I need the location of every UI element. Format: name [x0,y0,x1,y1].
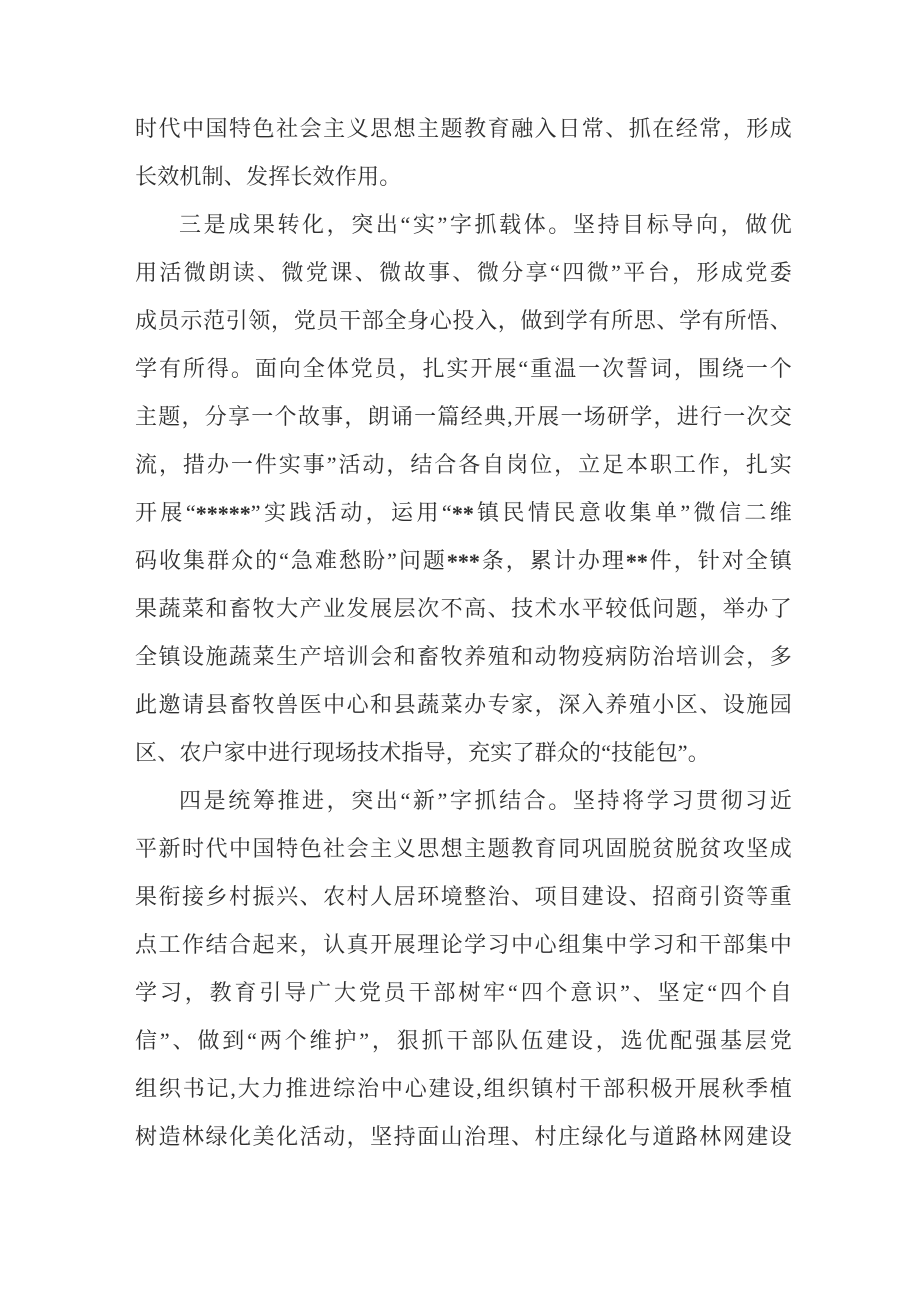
text-line: 区、农户家中进行现场技术指导，充实了群众的“技能包”。 [135,740,710,765]
text-line: 点工作结合起来，认真开展理论学习中心组集中学习和干部集中 [135,932,792,957]
redaction-asterisks: *** [446,548,480,574]
text-line: 全镇设施蔬菜生产培训会和畜牧养殖和动物疫病防治培训会，多 [135,644,792,669]
redaction-asterisks: ** [625,548,648,574]
text-line: 长效机制、发挥长效作用。 [135,164,402,189]
text-line: 果蔬菜和畜牧大产业发展层次不高、技术水平较低问题，举办了 [135,596,792,621]
text-line: 信”、做到“两个维护”，狠抓干部队伍建设，选优配强基层党 [135,1028,792,1053]
redaction-asterisks: ** [451,500,474,526]
text-line: 此邀请县畜牧兽医中心和县蔬菜办专家，深入养殖小区、设施园 [135,692,792,717]
text-line: 时代中国特色社会主义思想主题教育融入日常、抓在经常，形成 [135,116,792,141]
text-line: 组织书记,大力推进综治中心建设,组织镇村干部积极开展秋季植 [135,1076,792,1101]
document-body [135,105,792,1161]
redaction-asterisks: ***** [195,500,251,526]
text-line: 学习，教育引导广大党员干部树牢“四个意识”、坚定“四个自 [135,980,792,1005]
text-line: 树造林绿化美化活动，坚持面山治理、村庄绿化与道路林网建设 [135,1124,792,1149]
text-line: 主题，分享一个故事，朗诵一篇经典,开展一场研学，进行一次交 [135,404,792,429]
text-line: 四是统筹推进，突出“新”字抓结合。坚持将学习贯彻习近 [179,788,792,813]
text-line: 码收集群众的“急难愁盼”问题***条，累计办理**件，针对全镇 [135,548,792,574]
text-line: 开展“*****”实践活动，运用“**镇民情民意收集单”微信二维 [135,500,792,526]
text-line: 流，措办一件实事”活动，结合各自岗位，立足本职工作，扎实 [135,452,792,477]
text-line: 成员示范引领，党员干部全身心投入，做到学有所思、学有所悟、 [135,308,792,333]
text-line: 果衔接乡村振兴、农村人居环境整治、项目建设、招商引资等重 [135,884,792,909]
text-line: 平新时代中国特色社会主义思想主题教育同巩固脱贫脱贫攻坚成 [135,836,792,861]
text-line: 三是成果转化，突出“实”字抓载体。坚持目标导向，做优 [179,212,792,237]
text-line: 用活微朗读、微党课、微故事、微分享“四微”平台，形成党委 [135,260,792,285]
text-line: 学有所得。面向全体党员，扎实开展“重温一次誓词，围绕一个 [135,356,792,381]
